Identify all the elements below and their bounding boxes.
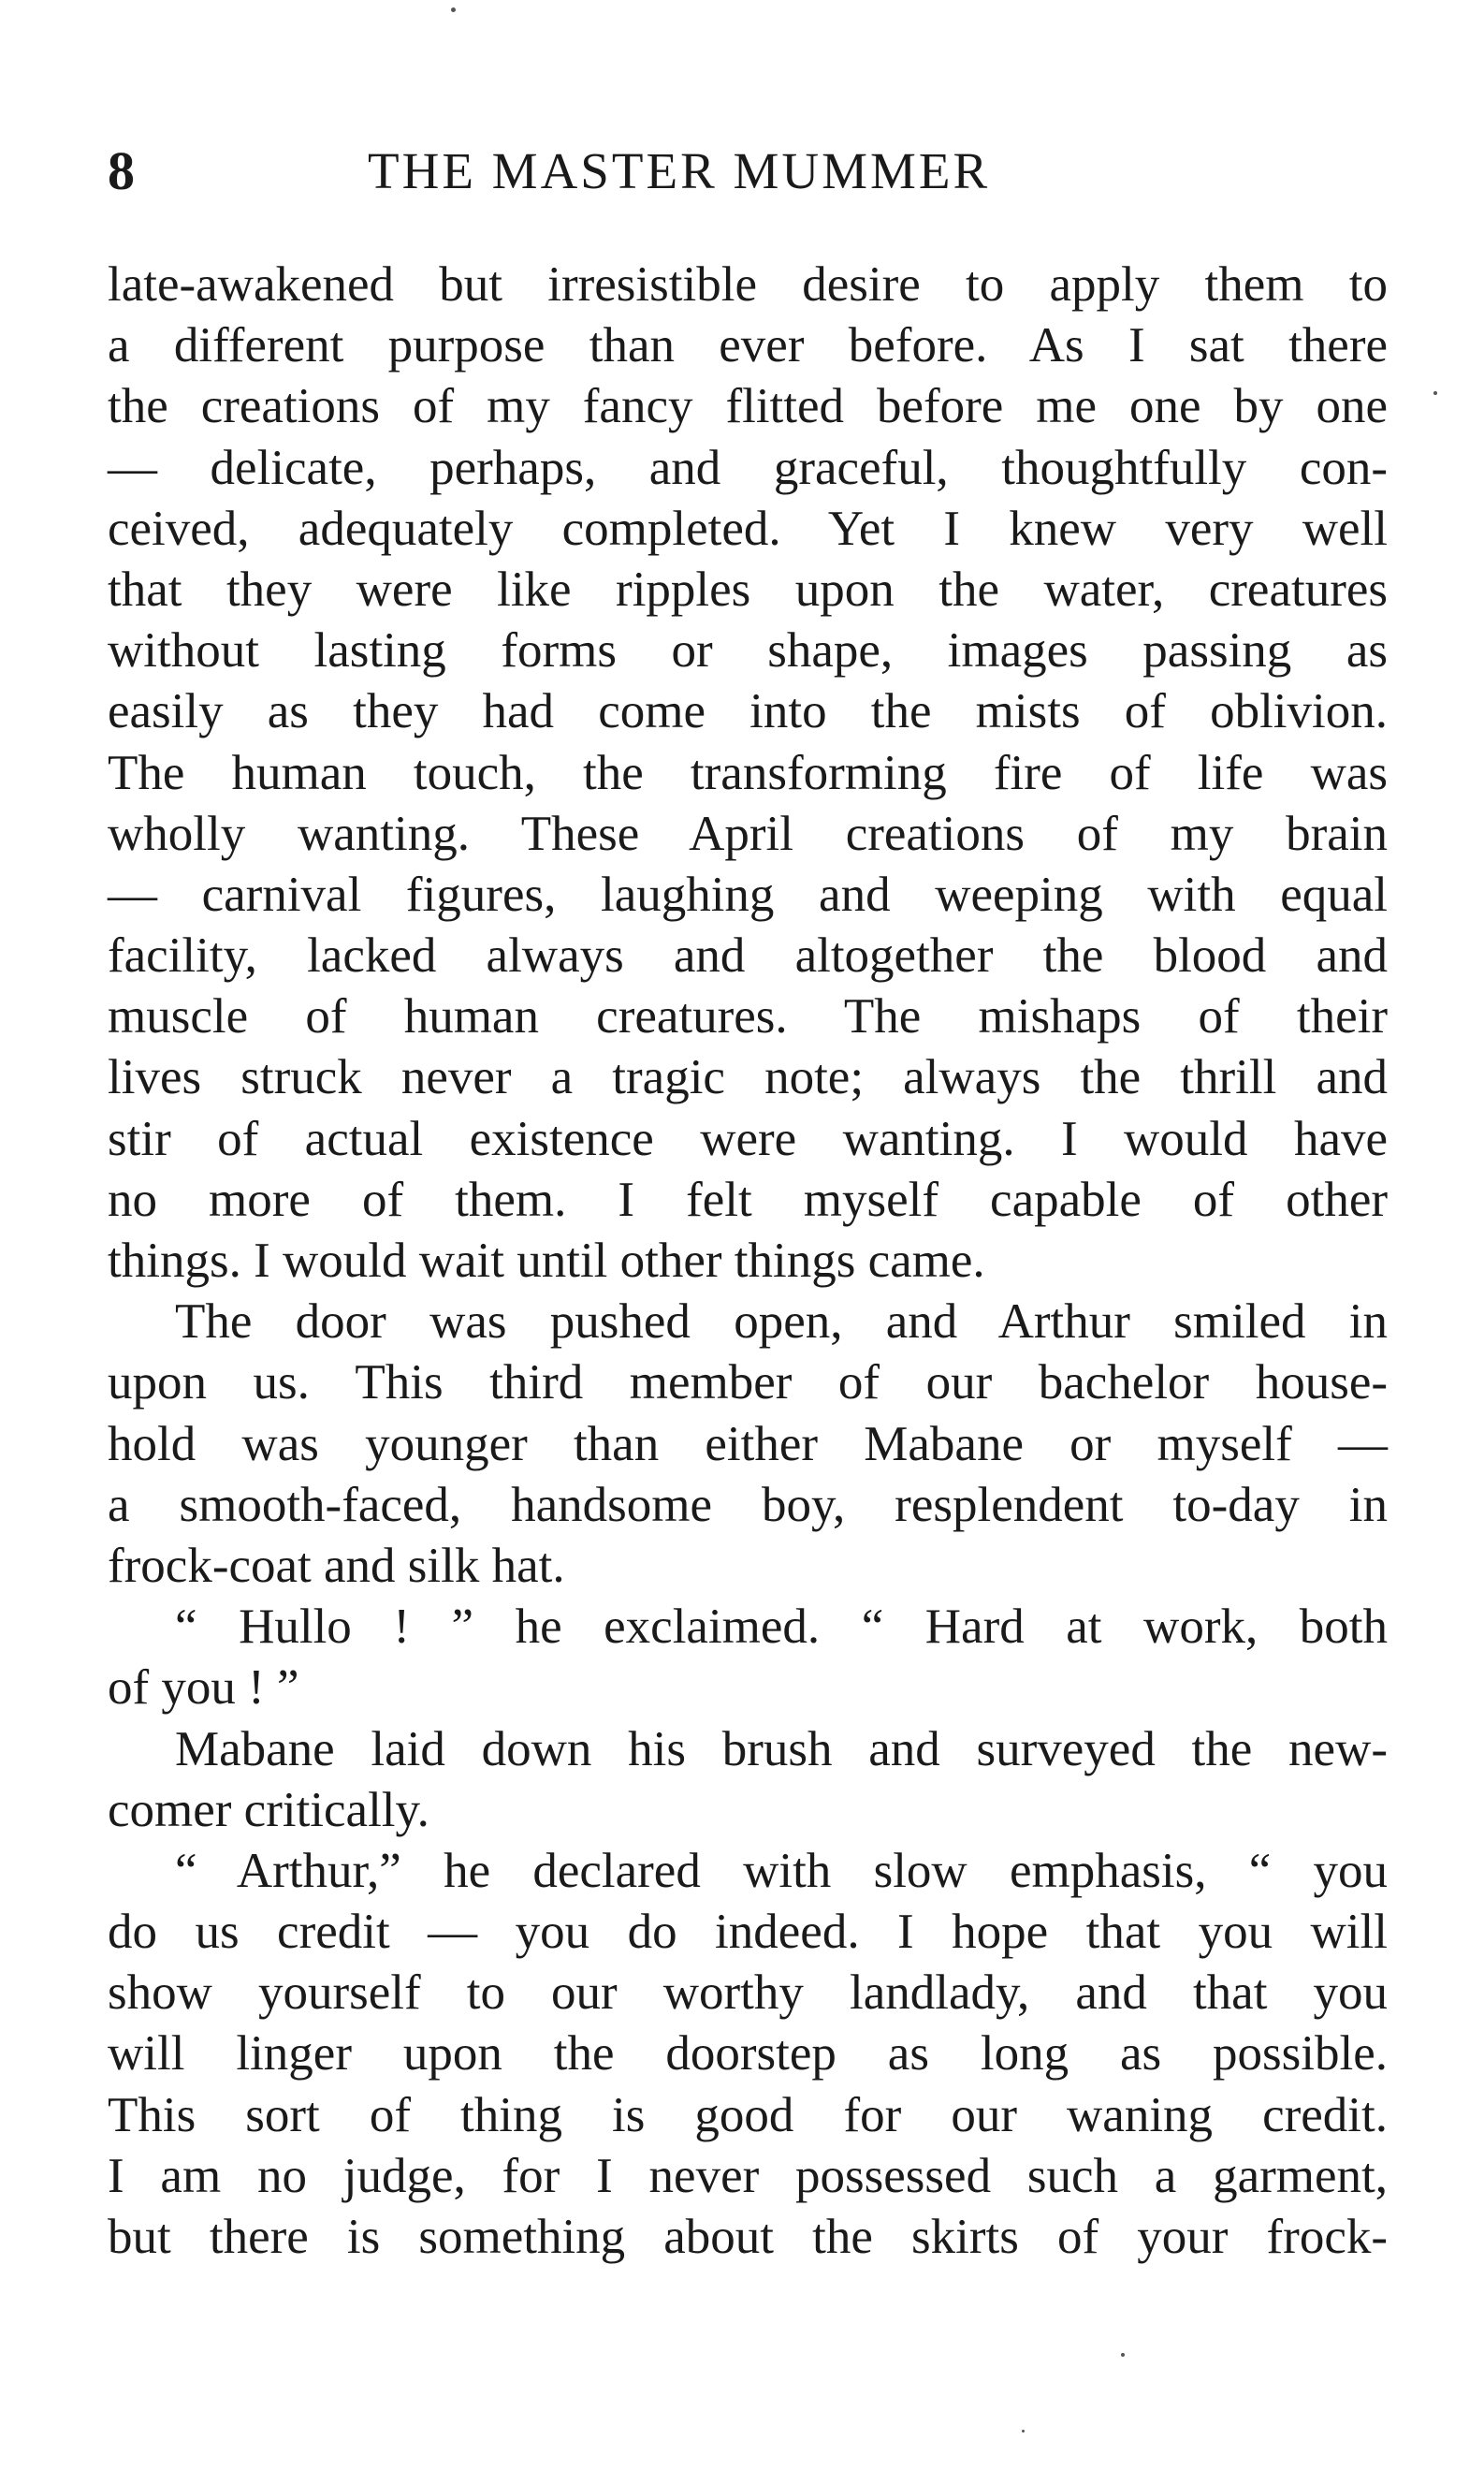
paragraph-end-line: things. I would wait until other things came. bbox=[108, 1234, 985, 1288]
text-line: without lasting forms or shape, images passing as bbox=[108, 623, 1388, 679]
text-line: wholly wanting. These April creations of my brain bbox=[108, 806, 1388, 861]
paragraph-end-line: comer critically. bbox=[108, 1782, 429, 1837]
text-line: a different purpose than ever before. As I sat there bbox=[108, 318, 1388, 373]
paragraph-start-line: “ Hullo ! ” he exclaimed. “ Hard at work, both bbox=[175, 1600, 1388, 1655]
body-text bbox=[108, 255, 1388, 2268]
text-line: muscle of human creatures. The mishaps of their bbox=[108, 989, 1388, 1045]
text-line: the creations of my fancy flitted before me one by one bbox=[108, 379, 1388, 434]
paragraph-end-line: frock-coat and silk hat. bbox=[108, 1538, 565, 1593]
scan-speck bbox=[1121, 2353, 1125, 2357]
paragraph-start-line: “ Arthur,” he declared with slow emphasis, “ you bbox=[175, 1843, 1388, 1898]
text-line: no more of them. I felt myself capable of other bbox=[108, 1172, 1388, 1227]
paragraph-start-line: Mabane laid down his brush and surveyed the new- bbox=[175, 1721, 1388, 1776]
text-line: — carnival figures, laughing and weeping with equal bbox=[108, 867, 1388, 922]
paragraph-end-line: of you ! ” bbox=[108, 1660, 299, 1716]
text-line: facility, lacked always and altogether the blood and bbox=[108, 928, 1388, 984]
text-line: a smooth-faced, handsome boy, resplendent to-day in bbox=[108, 1477, 1388, 1532]
text-line: that they were like ripples upon the water, creatures bbox=[108, 562, 1388, 617]
page-number: 8 bbox=[108, 140, 135, 201]
scan-speck bbox=[451, 7, 456, 12]
text-line: lives struck never a tragic note; always the thrill and bbox=[108, 1050, 1388, 1105]
text-line: This sort of thing is good for our waning credit. bbox=[108, 2087, 1388, 2142]
text-line: stir of actual existence were wanting. I would have bbox=[108, 1111, 1388, 1166]
text-line: will linger upon the doorstep as long as possible. bbox=[108, 2026, 1388, 2082]
page-header bbox=[108, 129, 1399, 213]
scan-speck bbox=[1022, 2430, 1025, 2432]
text-line: ceived, adequately completed. Yet I knew very well bbox=[108, 501, 1388, 556]
text-line: but there is something about the skirts of your frock- bbox=[108, 2210, 1388, 2264]
text-line: — delicate, perhaps, and graceful, thoughtfully con- bbox=[108, 440, 1388, 495]
scan-speck bbox=[1433, 391, 1437, 395]
text-line: late-awakened but irresistible desire to apply them to bbox=[108, 257, 1388, 312]
text-line: show yourself to our worthy landlady, and that you bbox=[108, 1965, 1388, 2021]
running-title: THE MASTER MUMMER bbox=[368, 142, 991, 199]
text-line: hold was younger than either Mabane or myself — bbox=[108, 1416, 1388, 1471]
text-line: easily as they had come into the mists of oblivion. bbox=[108, 684, 1388, 739]
text-line: The human touch, the transforming fire of life was bbox=[108, 745, 1388, 800]
paragraph-start-line: The door was pushed open, and Arthur smiled in bbox=[175, 1294, 1388, 1350]
text-line: do us credit — you do indeed. I hope that you will bbox=[108, 1905, 1388, 1960]
text-line: I am no judge, for I never possessed such a garment, bbox=[108, 2148, 1388, 2203]
text-line: upon us. This third member of our bachelor house- bbox=[108, 1355, 1388, 1410]
